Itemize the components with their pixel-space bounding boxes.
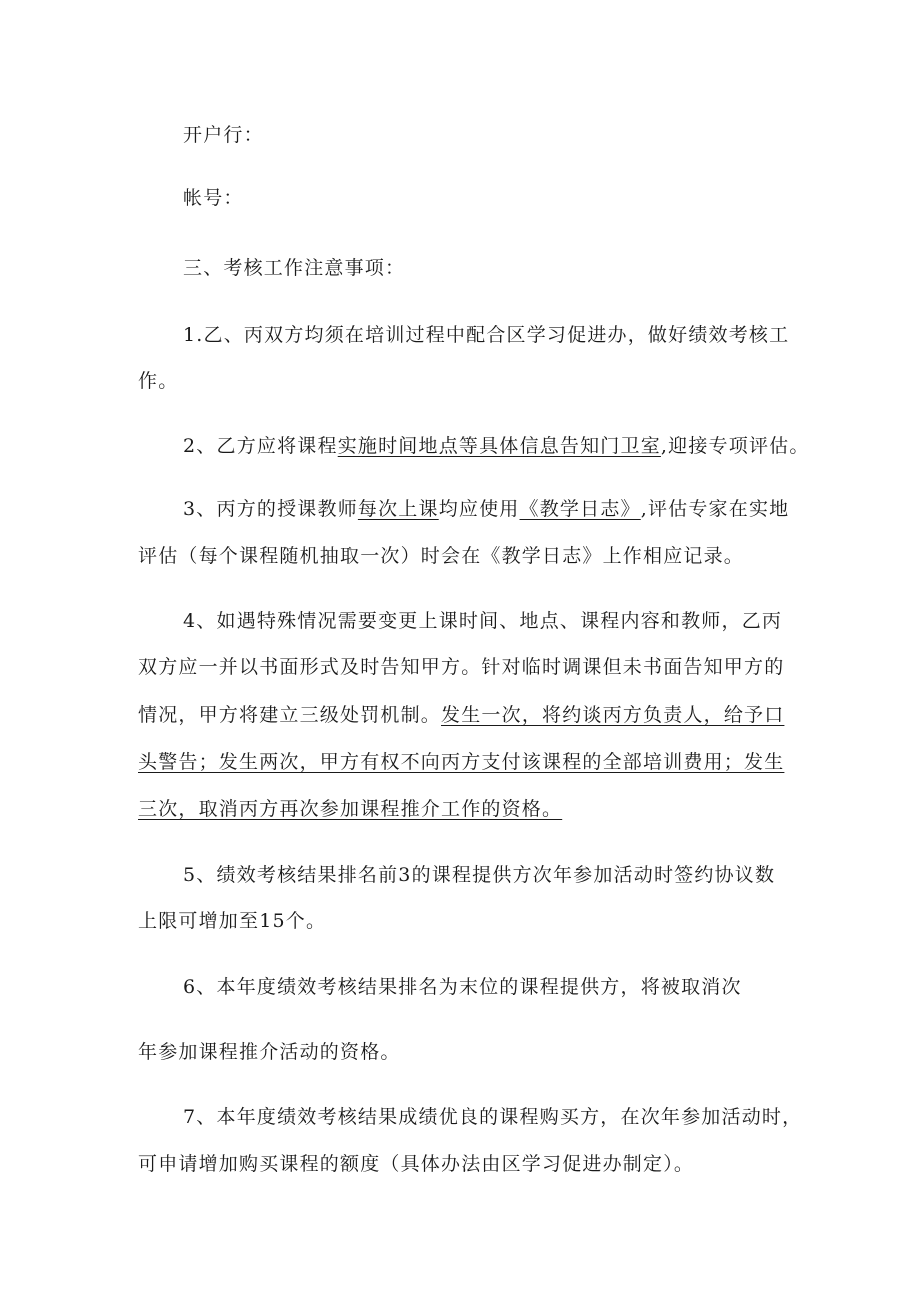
- item3-middle: 均应使用: [438, 498, 520, 520]
- item7-line2: 可申请增加购买课程的额度（具体办法由区学习促进办制定）。: [138, 1153, 695, 1175]
- item4-line3: [138, 703, 788, 727]
- item2-line1: [183, 434, 810, 458]
- item3-prefix: 3、丙方的授课教师: [183, 498, 358, 520]
- item3-suffix: ,评估专家在实地: [640, 498, 790, 520]
- item2-underlined: 实施时间地点等具体信息告知门卫室: [337, 435, 661, 457]
- item4-line2: 双方应一并以书面形式及时告知甲方。针对临时调课但未书面告知甲方的: [138, 656, 785, 678]
- item1-line1: 1.乙、丙双方均须在培训过程中配合区学习促进办，做好绩效考核工: [183, 324, 790, 346]
- item4-line1: 4、如遇特殊情况需要变更上课时间、地点、课程内容和教师，乙丙: [183, 610, 783, 632]
- item2-prefix: 2、乙方应将课程: [183, 435, 338, 457]
- item2-suffix: ,迎接专项评估。: [660, 435, 810, 457]
- item6-line2: 年参加课程推介活动的资格。: [138, 1041, 401, 1063]
- section-heading: 三、考核工作注意事项：: [183, 257, 406, 279]
- item3-line2: 评估（每个课程随机抽取一次）时会在《教学日志》上作相应记录。: [138, 545, 745, 567]
- item4-line3-underlined: 发生一次，将约谈丙方负责人，给予口: [441, 704, 785, 726]
- item4-line4: 头警告；发生两次，甲方有权不向丙方支付该课程的全部培训费用；发生: [138, 751, 785, 773]
- item4-line5: 三次，取消丙方再次参加课程推介工作的资格。: [138, 798, 563, 820]
- item3-underlined-2: 《教学日志》: [519, 498, 641, 520]
- account-number-label: 帐号：: [183, 187, 244, 209]
- item7-line1: 7、本年度绩效考核结果成绩优良的课程购买方，在次年参加活动时，: [183, 1106, 803, 1128]
- item1-line2: 作。: [138, 370, 179, 392]
- item6-line1: 6、本年度绩效考核结果排名为末位的课程提供方，将被取消次: [183, 976, 742, 998]
- item5-line2: 上限可增加至15个。: [138, 910, 327, 932]
- item5-line1: 5、绩效考核结果排名前3的课程提供方次年参加活动时签约协议数: [183, 864, 776, 886]
- bank-label: 开户行：: [183, 124, 264, 146]
- item3-underlined-1: 每次上课: [357, 498, 439, 520]
- item3-line1: [183, 497, 788, 521]
- item4-line3-prefix: 情况，甲方将建立三级处罚机制。: [138, 704, 442, 726]
